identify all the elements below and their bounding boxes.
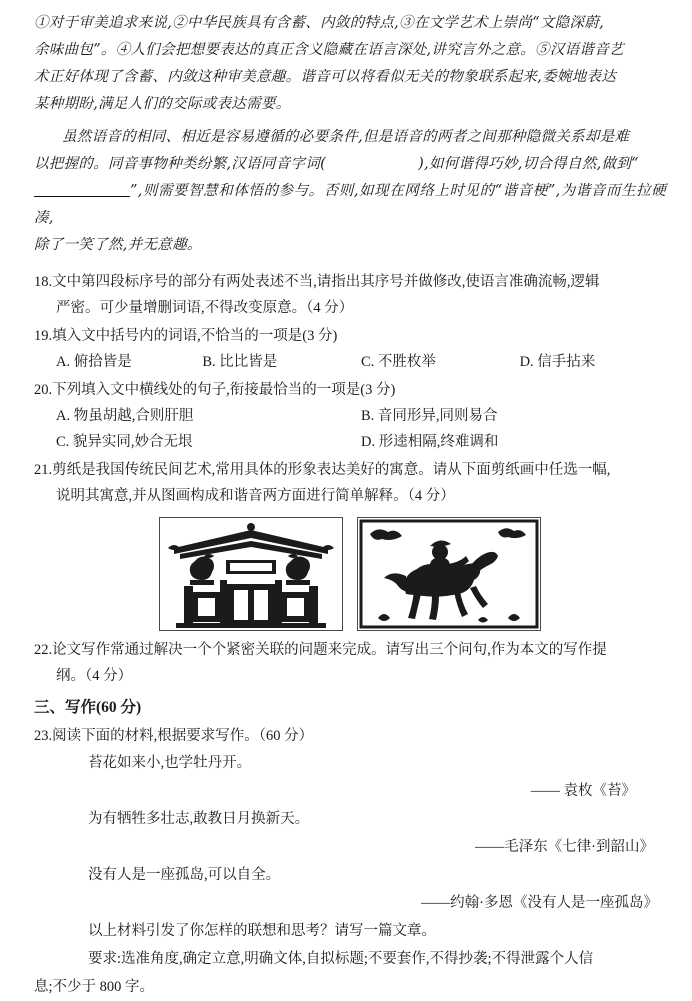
option-b[interactable]: B. 音同形异,同则易合: [361, 408, 498, 424]
passage-line-with-blank: [34, 151, 666, 178]
passage-text-after-underline: ”,则需要智慧和体悟的参与。否则,如现在网络上时见的“谐音梗”,为谐音而生拉硬凑,: [34, 183, 666, 226]
answer-blank-underline[interactable]: [34, 181, 130, 197]
question-20-options-row1: [56, 403, 666, 429]
material-1-text: 苔花如来小,也学牡丹开。: [88, 755, 252, 771]
passage-line: ①对于审美追求来说,②中华民族具有含蓄、内敛的特点,③在文学艺术上崇尚“文隐深蔚,: [34, 15, 605, 31]
option-b[interactable]: B. 比比皆是: [202, 354, 278, 370]
question-21-line2: 说明其寓意,并从图画构成和谐音两方面进行简单解释。（4 分）: [56, 488, 455, 504]
material-2-text: 为有牺牲多壮志,敢教日月换新天。: [88, 811, 310, 827]
question-23-number: 23.: [34, 728, 53, 744]
paper-cut-lion-gate: [159, 517, 343, 631]
question-22-number: 22.: [34, 642, 53, 658]
question-21-line1: [34, 457, 666, 483]
material-3-attribution: ——约翰·多恩《没有人是一座孤岛》: [421, 895, 658, 911]
question-19: [34, 323, 666, 375]
question-20-text: 下列填入文中横线处的句子,衔接最恰当的一项是(3 分): [52, 382, 396, 398]
passage-paragraph-4: [34, 10, 666, 118]
question-22: [34, 637, 666, 689]
option-c[interactable]: C. 不胜枚举: [360, 354, 436, 370]
passage-line: 术正好体现了含蓄、内敛这种审美意趣。谐音可以将看似无关的物象联系起来,委婉地表达: [34, 69, 617, 85]
requirement-body-2: 息;不少于 800 字。: [34, 979, 155, 995]
option-d[interactable]: D. 信手拈来: [519, 354, 596, 370]
question-18-number: 18.: [34, 274, 53, 290]
question-21-text: 剪纸是我国传统民间艺术,常用具体的形象表达美好的寓意。请从下面剪纸画中任选一幅,: [52, 462, 611, 478]
material-2-attribution: ——毛泽东《七律·到韶山》: [475, 839, 654, 855]
question-19-options: [56, 349, 666, 375]
paper-cut-figures: [34, 517, 666, 631]
paper-cut-lion-gate-graphic: [160, 518, 342, 630]
question-19-number: 19.: [34, 328, 53, 344]
material-3-text: 没有人是一座孤岛,可以自全。: [88, 867, 281, 883]
option-d[interactable]: D. 形逵相隔,终难调和: [361, 434, 499, 450]
question-23: [34, 723, 666, 749]
question-22-line1: [34, 637, 666, 663]
option-c[interactable]: C. 貌异实同,妙合无垠: [56, 434, 193, 450]
question-19-line1: [34, 323, 666, 349]
question-18: [34, 269, 666, 321]
requirement-body: 要求:选准角度,确定立意,明确文体,自拟标题;不要套作,不得抄袭;不得泄露个人信: [88, 951, 594, 967]
question-18-line2: 严密。可少量增删词语,不得改变原意。（4 分）: [56, 300, 354, 316]
question-20: [34, 377, 666, 455]
passage-line: 除了一笑了然,并无意趣。: [34, 237, 202, 253]
writing-materials: [34, 749, 666, 917]
option-a[interactable]: A. 物虽胡越,合则肝胆: [56, 408, 194, 424]
writing-requirements: [34, 917, 666, 1001]
requirement-lead: 以上材料引发了你怎样的联想和思考？请写一篇文章。: [88, 923, 436, 939]
option-a[interactable]: A. 俯拾皆是: [56, 354, 132, 370]
passage-line: 余味曲包”。④人们会把想要表达的真正含义隐藏在语言深处,讲究言外之意。⑤汉语谐音艺: [34, 42, 624, 58]
paper-cut-horse-rider: [357, 517, 541, 631]
question-23-text: 阅读下面的材料,根据要求写作。（60 分）: [52, 728, 314, 744]
question-20-line1: [34, 377, 666, 403]
question-19-text: 填入文中括号内的词语,不恰当的一项是(3 分): [52, 328, 338, 344]
passage-paragraph-5: [34, 124, 666, 259]
passage-line: 某种期盼,满足人们的交际或表达需要。: [34, 96, 291, 112]
material-1-attribution: —— 袁枚《苔》: [530, 783, 636, 799]
paper-cut-horse-rider-graphic: [358, 518, 540, 630]
passage-line: 虽然语音的相同、相近是容易遵循的必要条件,但是语音的两者之间那种隐微关系却是难: [62, 129, 630, 145]
question-22-text: 论文写作常通过解决一个个紧密关联的问题来完成。请写出三个问句,作为本文的写作提: [52, 642, 607, 658]
question-20-options-row2: [56, 429, 666, 455]
question-22-line2: 纲。（4 分）: [56, 668, 133, 684]
question-18-line1: [34, 269, 666, 295]
question-21: [34, 457, 666, 509]
section-title-writing: 三、写作(60 分): [34, 699, 142, 716]
question-20-number: 20.: [34, 382, 53, 398]
passage-line-with-underline: [34, 178, 666, 232]
question-18-text: 文中第四段标序号的部分有两处表述不当,请指出其序号并做修改,使语言准确流畅,逻辑: [52, 274, 600, 290]
passage-text-before-blank: 以把握的。同音事物种类纷繁,汉语同音字词(: [34, 156, 327, 172]
passage-text-after-blank: ),如何谐得巧妙,切合得自然,做到“: [418, 156, 639, 172]
question-21-number: 21.: [34, 462, 53, 478]
